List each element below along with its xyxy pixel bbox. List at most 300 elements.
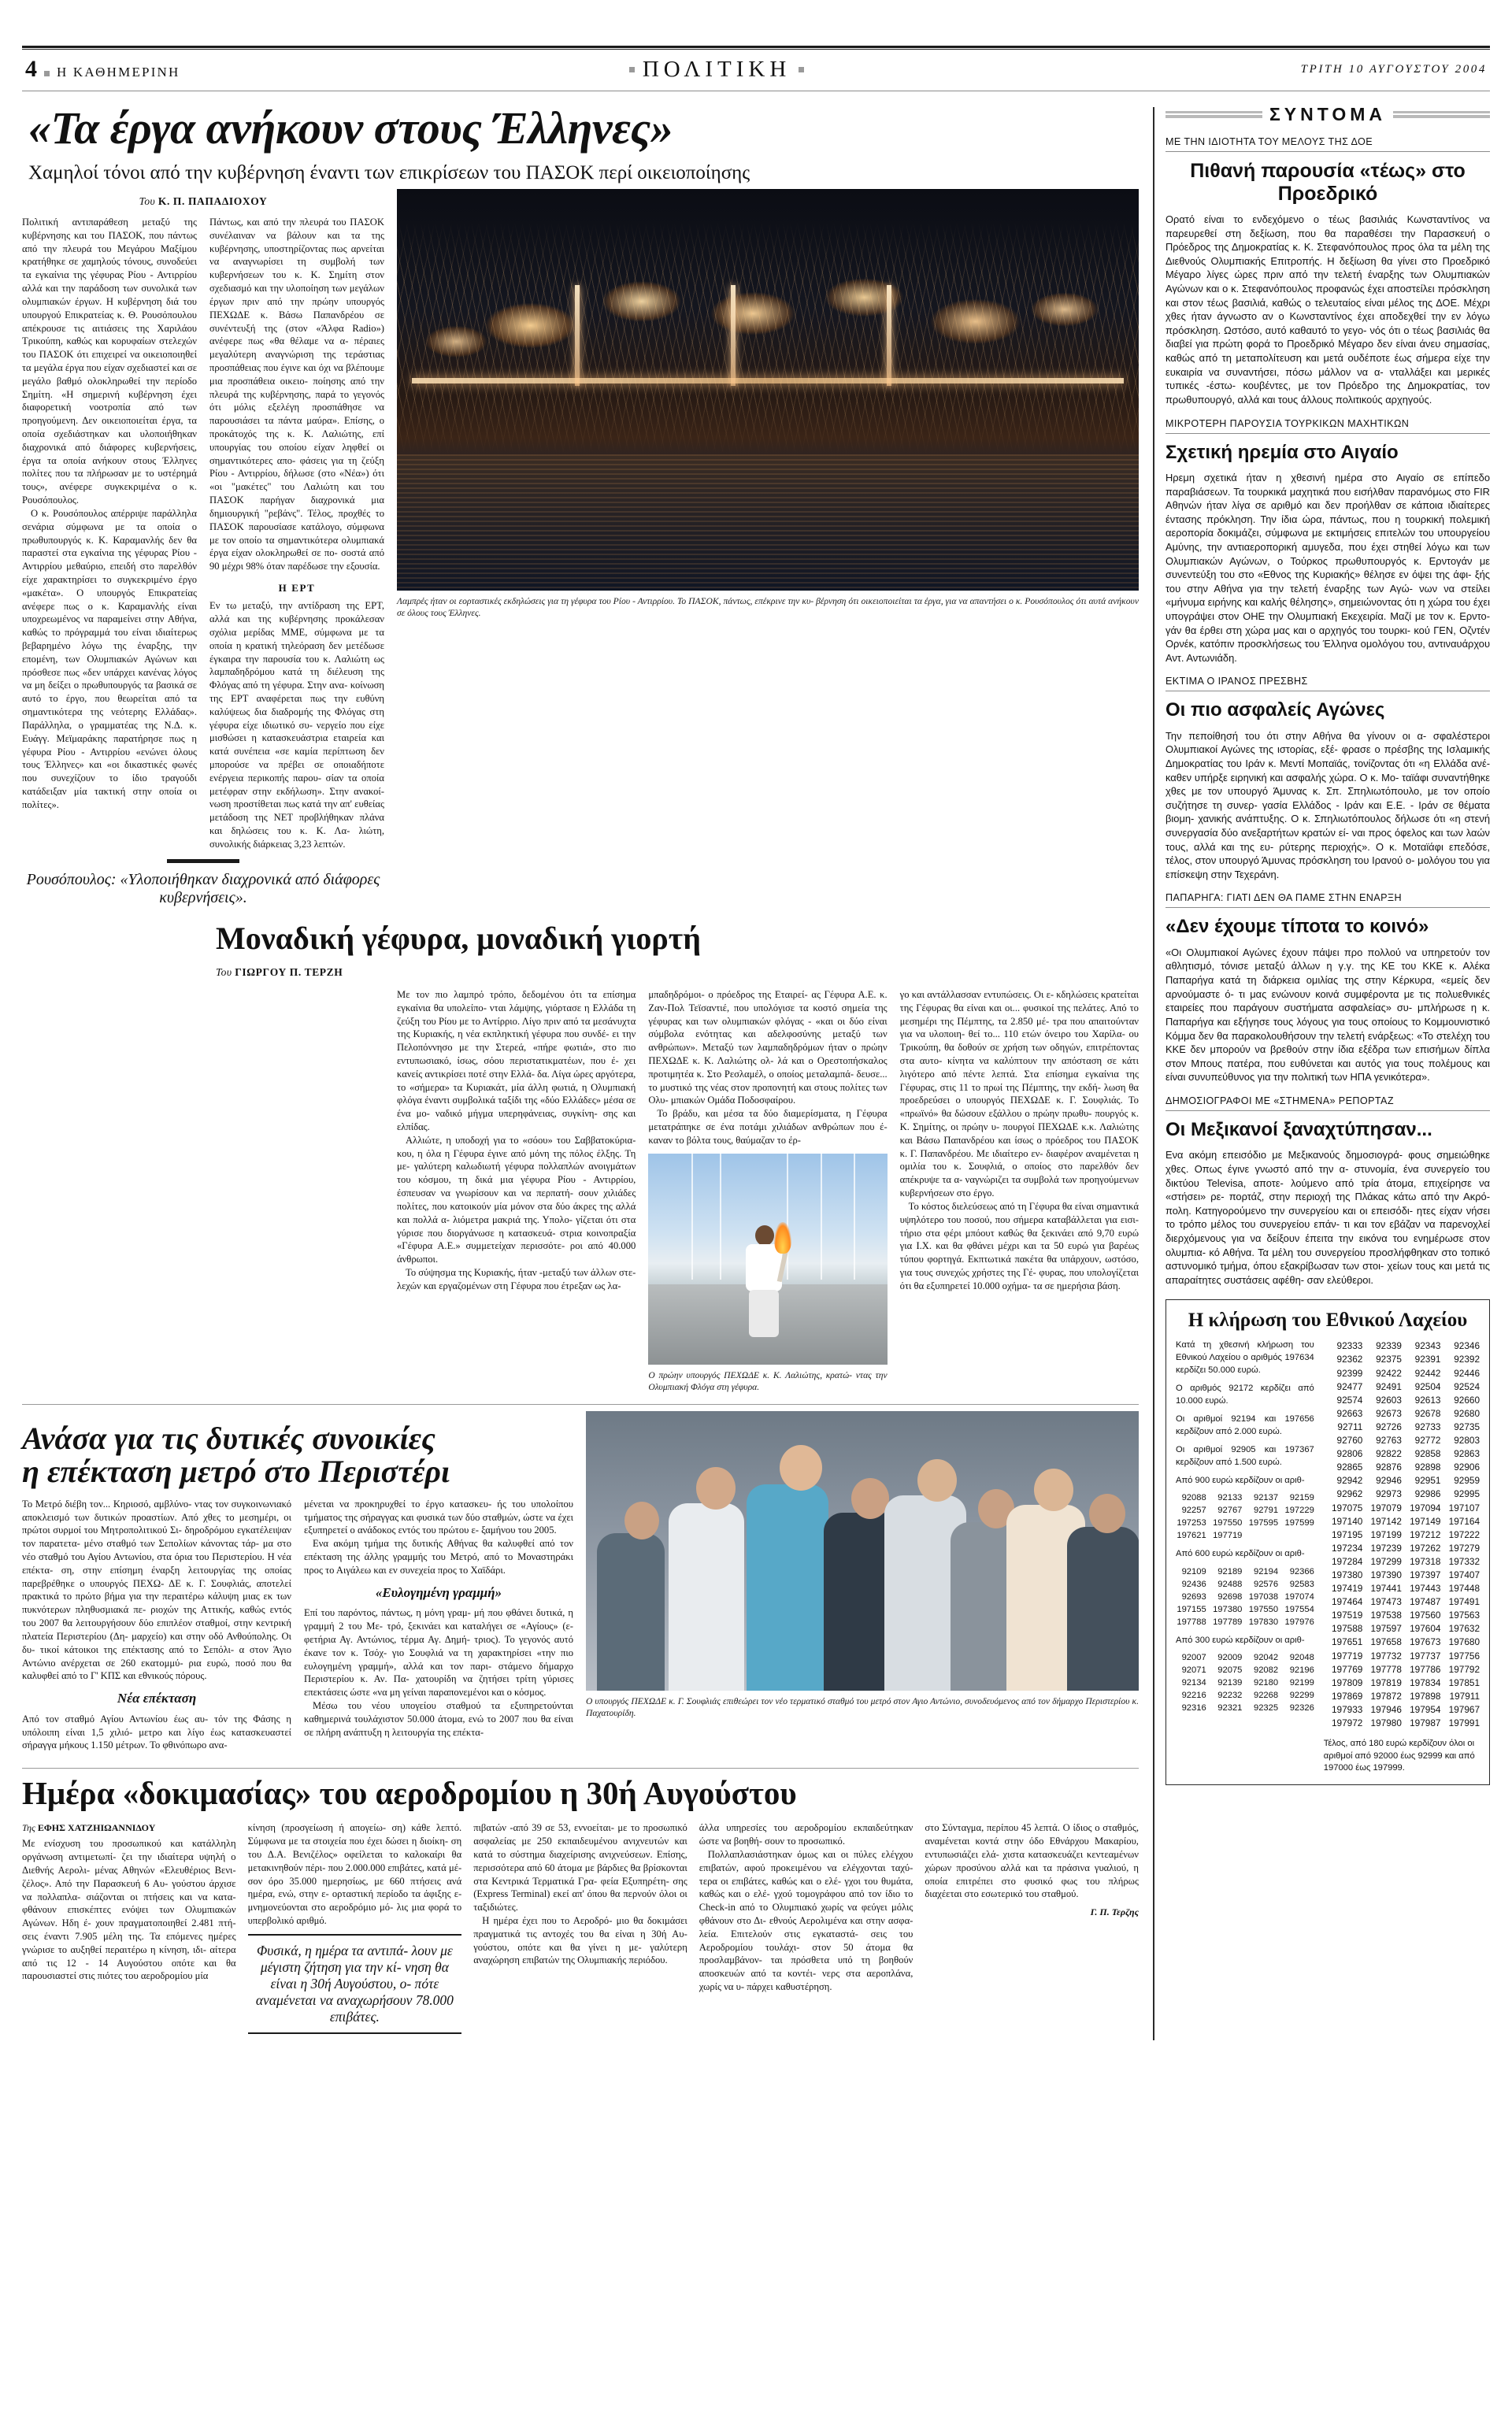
metro-officials-photo (586, 1411, 1139, 1691)
lottery-number: 197599 (1284, 1518, 1314, 1528)
lottery-number: 92299 (1289, 1691, 1314, 1701)
lottery-number: 92491 (1376, 1380, 1402, 1392)
lottery-number: 92726 (1376, 1421, 1402, 1432)
lottery-number: 92942 (1336, 1475, 1363, 1487)
lottery-number: 197560 (1410, 1610, 1441, 1621)
lottery-number: 197380 (1213, 1604, 1243, 1614)
lead-column-2 (209, 216, 384, 851)
airport-paragraph-1: Με ενίσχυση του προσωπικού και κατάλληλη οργάνωση αντιμετωπί- ζει την ιδιαίτερα υψηλή ο Διεθνής Αερολι- μένας Αθηνών «Ελευθέριος Βενι- ζέλος». Από την Παρασκευή 6 Αυ- γούστου άρχισε να πολλαπλα- σιάζονται οι πτήσεις και να κατα- φθάνουν επισκέπτες ενόψει των Ολυμπιακών Αγώνων. Ηδη έ- χουν πραγματοποιηθεί 2.481 πτή- σεις έναντι 7.905 μέλη της. Τα επόμενες ημέρες γνώρισε το αυξηθεί περαιτέρω η κίνηση, ιδι- αίτερα από τις 12 - 14 Αυγούστου οπότε και θα παρουσιαστεί στις πιότες του αεροδρομίου μία (22, 1838, 236, 1982)
lottery-numbers-600 (1176, 1566, 1314, 1629)
lead-paragraph-4: Εν τω μεταξύ, την αντίδραση της ΕΡΤ, αλλά και της κυβέρνησης προκάλεσαν σχόλια μερίδας ΜΜΕ, σύμφωνα με τα οποία η κρατική τηλεόραση δεν μετέδωσε έγκαιρα την παρουσία του κ. Λαλιώτη ως λαμπαδηδρόμου κατά τη διέλευση της Φλόγας από τη γέφυρα. Στην ανα- κοίνωση της ΕΡΤ αναφέρεται πως την ευθύνη καλύψεως δια διαδρομής της Φλόγας στη γέφυρα είχε ιδιωτικό συ- νεργείο που είχε μισθώσει η κατασκευάστρια εταιρεία και κατά συνέπεια «σε καμία περίπτωση δεν μπορούσε να πρέβει σε οποιαδήποτε ενέργεια περικοπής παρου- σίαν τα οποία μετέφραν στην εκδήλωση». Στην ανακοί- νωση προστίθεται πως κατά την απ' ευθείας μετάδοση της ΝΕΤ προβλήθηκαν πλάνα και δηλώσεις του κ. Κ. Λα- λιώτη, συνολικής διάρκειας 3,23 λεπτών. (209, 600, 384, 850)
lottery-number: 197809 (1331, 1676, 1363, 1688)
lottery-number-row (1324, 1380, 1480, 1394)
lottery-number-row (1324, 1447, 1480, 1461)
lottery-prize-line: Οι αριθμοί 92905 και 197367 κερδίζουν από 1.500 ευρώ. (1176, 1444, 1314, 1467)
lottery-number: 197604 (1410, 1623, 1441, 1635)
lottery-number: 197851 (1448, 1676, 1480, 1688)
lottery-prize-line: Οι αριθμοί 92194 και 197656 κερδίζουν από 2.000 ευρώ. (1176, 1413, 1314, 1436)
lottery-number: 197621 (1177, 1531, 1206, 1541)
briefs-rail (1153, 102, 1490, 2040)
lottery-number-row (1324, 1353, 1480, 1366)
lottery-number: 92391 (1414, 1354, 1441, 1365)
lottery-number: 197262 (1410, 1542, 1441, 1554)
airport-column-1 (22, 1821, 236, 2040)
section-title: ΠΟΛΙΤΙΚΗ (642, 56, 791, 82)
lottery-number: 92986 (1414, 1488, 1441, 1500)
lottery-number-row (1324, 1394, 1480, 1407)
airport-paragraph-3: πιβατών -από 39 σε 53, εννοείται- με το προσωπικό ασφαλείας με 250 εκπαιδευμένου ανιχνευτών και κατά το σύστημα διαχείρισης ανιχνεύσεων. Επίσης, περισσότερα από 60 άτομα με βάρδιες θα βρίσκονται στα Κεντρικά Τερματικά Γρα- φεία Εξυπηρέτη- σης (Express Terminal) εκεί απ' όπου θα περνούν όλοι οι ταξιδιώτες. (473, 1822, 687, 1914)
lottery-number-row (1324, 1407, 1480, 1421)
bridge-headline: Μοναδική γέφυρα, μοναδική γιορτή (216, 920, 701, 956)
lottery-number: 92180 (1253, 1678, 1279, 1688)
lottery-number: 197972 (1331, 1717, 1363, 1729)
lottery-number: 197786 (1410, 1663, 1441, 1675)
bridge-byline-name: ΓΙΩΡΓΟΥ Π. ΤΕΡΖΗ (235, 965, 343, 978)
lead-pullquote: Ρουσόπουλος: «Υλοποιήθηκαν διαχρονικά από διάφορες κυβερνήσεις». (26, 870, 380, 907)
lottery-footer-note: Τέλος, από 180 ευρώ κερδίζουν όλοι οι αριθμοί από 92000 έως 92999 και από 197000 έως 197999. (1323, 1739, 1475, 1773)
lottery-number: 92959 (1454, 1475, 1480, 1487)
lottery-number: 92876 (1376, 1462, 1402, 1473)
lottery-number: 197538 (1370, 1610, 1402, 1621)
lottery-number: 92803 (1454, 1435, 1480, 1447)
lottery-prize-line: Ο αριθμός 92172 κερδίζει από 10.000 ευρώ. (1176, 1384, 1314, 1406)
lottery-number: 92196 (1289, 1665, 1314, 1676)
lottery-number: 197390 (1370, 1569, 1402, 1580)
rule-left (1166, 111, 1262, 118)
bridge-byline: Του ΓΙΩΡΓΟΥ Π. ΤΕΡΖΗ (216, 965, 343, 978)
brief-headline: Σχετική ηρεμία στο Αιγαίο (1166, 441, 1399, 463)
lottery-number-grid (1324, 1339, 1480, 1775)
lottery-number: 197397 (1410, 1569, 1441, 1580)
pullquote-rule (167, 859, 239, 863)
brief-item (1166, 136, 1490, 407)
lottery-number: 92326 (1289, 1703, 1314, 1714)
lottery-number: 197869 (1331, 1690, 1363, 1702)
metro-subhead-2: «Ευλογημένη γραμμή» (375, 1584, 502, 1600)
lottery-number: 197253 (1177, 1518, 1206, 1528)
airport-paragraph-2: κίνηση (προσγείωση ή απογείω- ση) κάθε λεπτό. Σύμφωνα με τα στοιχεία που έχει δώσει η διοίκη- ση του Δ.Α. Βενιζέλος» οφείλεται το καλοκαίρι θα μετακινηθούν πέρι- που 2.000.000 επιβάτες, κατά μέ- σον όρο 35.000 ημερησίως, με 660 πτήσεις ανά ημέρα, ενώ, στην ε- ορταστική περίοδο τα άφιξης ε- μνημονεύονται στο αεροδρόμιο μό- λις μια φορά το υπερβολικό αριθμό. (247, 1822, 462, 1927)
lottery-number-row (1324, 1339, 1480, 1353)
lottery-number: 92906 (1454, 1462, 1480, 1473)
lottery-number: 92133 (1217, 1493, 1243, 1503)
lottery-number: 197195 (1331, 1528, 1363, 1540)
lottery-number: 92392 (1454, 1354, 1480, 1365)
brief-kicker: ΠΑΠΑΡΗΓΑ: ΓΙΑΤΙ ΔΕΝ ΘΑ ΠΑΜΕ ΣΤΗΝ ΕΝΑΡΞΗ (1166, 892, 1490, 908)
newspaper-page (0, 46, 1512, 2423)
briefs-section-label: ΣΥΝΤΟΜΑ (1269, 104, 1387, 124)
lottery-number: 197443 (1410, 1583, 1441, 1595)
lottery-number-row (1324, 1542, 1480, 1555)
brief-headline: Οι Μεξικανοί ξαναχτύπησαν... (1166, 1118, 1432, 1140)
lottery-number: 92504 (1414, 1380, 1441, 1392)
lottery-number-row (1324, 1434, 1480, 1447)
bridge-paragraph-6: γο και αντάλλασσαν εντυπώσεις. Οι ε- κδηλώσεις κρατείται της Γέφυρας θα είναι και οι... φυσικοί της πελάτες. Από το μεσημέρι της Πέμπτης, τα 2.850 μέ- τρα που απαιτούνταν για να υλοποιη- θεί το... 110 ετών όνειρο του Χαρίλα- ου Τρικούπη, θα δοθούν σε χρήση των οδηγών, επιτρέποντας στα αυτο- κίνητα να καλύπτουν την απόσταση σε κάτι λιγότερο από πέντε λεπτά. Στα επίσημα εγκαίνια της Γέφυρας, στις 11 το πρωί της Πέμπτης, την εκδή- λωση θα προεδρεύσει ο υπουργός ΠΕΧΩΔΕ κ. Γ. Σουφλιάς. Το «πρωϊνό» θα δώσουν εξάλλου ο πρώην πρωθυ- πουργός κ. Κ. Σημίτης, οι πρώην υ- πουργοί ΠΕΧΩΔΕ κ.κ. Λαλιώτης και Βάσω Παπανδρέου και ίσως ο πρόεδρος του ΠΑΣΟΚ κ. Γ. Παπανδρέου. Με ιδιαίτερο εν- διαφέρον αναμένεται η ομιλία του κ. Σουφλιά, ο οποίος στο παρελθόν δεν απέκρυψε τα α- ναγνώριζει τα συμβολά των προηγούμενων κυβερνήσεων στο έργο. (899, 988, 1139, 1199)
airport-body (22, 1821, 1139, 2040)
lottery-number: 197448 (1448, 1583, 1480, 1595)
metro-paragraph-1: Το Μετρό διέβη τον... Κηριοσό, αμβλύνο- ντας τον συγκοινωνιακό αποκλεισμό των δυτικών προαστίων. Από χθες το μεσημέρι, οι πρώτοι συρμοί του Μητροπολιτικού Σι- δηροδρόμου εγκατέλειψαν τον παρατετα- μένο σταθμό των Σεπολίων κάνοντας τάρ- μα στο νέο σταθμό του Αγίου Αντωνίου, στα όρια του Περιστερίου. Η νέα επέκτα- ση, στην επίσημη έναρξη λειτουργίας της οποίας παρεβρέθηκε ο υπουργός ΠΕΧΩ- ΔΕ κ. Γ. Σουφλιάς, αποτελεί πρακτικά το πρώτο βήμα για την περαιτέρω κάλυψη μιας εκ των πυκνότερων πληθυσμιακά πε- ριοχών της Αττικής, καθώς εντός του 2007 θα λειτουργήσουν δύο επιπλέον σταθμοί, στην κεντρική πλατεία Περιστερίου (Δη- μαρχείο) και στην οδό Ανθούπολης. Οι δυ- τικοί κάτοικοι της επέκτασης από το Σεπόλι- α στον Άγιο Αντώνιο ανέρχεται σε 260 εκατομμύ- ρια ευρώ, ποσό που θα καλυφθεί από το Γ' ΚΠΣ και εθνικούς πόρους. (22, 1498, 291, 1682)
issue-date: ΤΡΙΤΗ 10 ΑΥΓΟΥΣΤΟΥ 2004 (1300, 62, 1487, 76)
brief-item (1166, 892, 1490, 1084)
lottery-number: 197658 (1370, 1636, 1402, 1648)
metro-column-1 (22, 1498, 291, 1753)
metro-paragraph-3: μένεται να προκηρυχθεί το έργο κατασκευ- ής του υπολοίπου τμήματος της σήραγγας και φυσικά των δύο σταθμών, ώστε να έχει εξυπηρετεί ο ανάδοκος εντός του πρώτου ε- ξαμήνου του 2005. (304, 1498, 573, 1536)
lead-byline: Του Κ. Π. ΠΑΠΑΔΙΟΧΟΥ (139, 195, 268, 207)
metro-paragraph-5: Επί του παρόντος, πάντως, η μόνη γραμ- μή που φθάνει δυτικά, η γραμμή 2 του Με- τρό, ξεκινάει και καταλήγει σε «Αγίους» (ε- φετήρια Αγ. Αντώνιος, τέρμα Αγ. Δημή- τριος). Το γεγονός αυτό έκανε τον κ. Τσόχ- γιο Σουφλιά να τη χαρακτηρίσει «την πιο ευλογημένη γραμμή», αλλά και τον παρι- στάμενο δήμαρχο Περιστερίου κ. Αν. Πα- χατουρίδη να ζητήσει τρίτη γύρισες επεκτάσεις ώστε «να μη γείναι παραπονεμένοι και ο κόσμος. (304, 1607, 573, 1699)
lottery-number-row (1324, 1515, 1480, 1528)
lottery-number: 197967 (1448, 1703, 1480, 1715)
lottery-number: 92673 (1376, 1407, 1402, 1419)
lottery-number: 197279 (1448, 1542, 1480, 1554)
bridge-paragraph-5: Το βράδυ, και μέσα τα δύο διαμερίσματα, η Γέφυρα μετατράπηκε σε ένα ποτάμι χιλιάδων ανθρώπων που έ- καναν το βόλτα τους, θαύμαζαν το έρ- (648, 1108, 888, 1146)
lottery-number: 197597 (1370, 1623, 1402, 1635)
lottery-number: 92711 (1337, 1421, 1363, 1432)
lottery-number: 92680 (1454, 1407, 1480, 1419)
brief-body: Ορατό είναι το ενδεχόμενο ο τέως βασιλιάς Κωνσταντίνος να παρευρεθεί στη δεξίωση, που θα παραθέσει την Παρασκευή ο Πρόεδρος της Δημοκρατίας κ. Κ. Στεφανόπουλος προς όλα τα μέλη της Διεθνούς Ολυμπιακής Επιτροπής. Η δεξίωση θα γίνει στο Προεδρικό Μέγαρο λίγες ώρες πριν από την τελετή έναρξης των Ολυμπιακών Αγώνων και ο κ. Στεφανόπουλος προφανώς έχει αποστείλει πρόσκληση και στον τέως βασιλιά, καθώς ο τελευταίος είναι μέλος της ΔΟΕ. Μέχρι χθες ήταν άγνωστο αν ο Κωνσταντίνος έχει αποδεχθεί την εν λόγω πρόσκληση. Ωστόσο, αυτό καθαυτό το γεγο- νός ότι ο τέως βασιλιάς θα διαβεί για πρώτη φορά το Προεδρικό Μέγαρο δεν είναι άνευ σημασίας, καθώς από τη μεταπολίτευση και μετά ουδέποτε έως σήμερα είχε την ευκαιρία να συναντήσει, πόσω μάλλον να α- νταλλάξει και μερικές τυπικές -έστω- κουβέντες, με τον Πρόεδρο της Δημοκρατίας, τον πρωθυπουργό, αλλά και τους άλλους πολιτικούς αρχηγούς. (1166, 213, 1490, 406)
rule-right (1393, 111, 1490, 118)
airport-paragraph-5: άλλα υπηρεσίες του αεροδρομίου εκπαιδεύτηκαν ώστε να βοηθή- σουν το προσωπικό. (699, 1822, 914, 1847)
briefs-section-header (1166, 104, 1490, 125)
lottery-number: 92442 (1414, 1367, 1441, 1379)
lottery-number-row (1324, 1595, 1480, 1609)
lottery-number-row (1324, 1690, 1480, 1703)
torch-photo (648, 1154, 887, 1365)
metro-paragraph-4: Ενα ακόμη τμήμα της δυτικής Αθήνας θα καλυφθεί από τον επέκταση της άλλης γραμμής του Μετρό, από το Μοναστηράκι προς το Αιγάλεω και εν συνεχεία προς το Χαϊδάρι. (304, 1538, 573, 1576)
lottery-number: 92134 (1181, 1678, 1206, 1688)
lottery-number: 92477 (1336, 1380, 1363, 1392)
lottery-number: 197632 (1448, 1623, 1480, 1635)
lottery-number: 197038 (1248, 1591, 1279, 1602)
lottery-number: 197155 (1177, 1604, 1206, 1614)
brief-body: Την πεποίθησή του ότι στην Αθήνα θα γίνουν οι α- σφαλέστεροι Ολυμπιακοί Αγώνες της ιστορίας, εξέ- φρασε ο πρέσβης της Ισλαμικής Δημοκρατίας του Ιράν κ. Μεντί Μοπαϊάς, τονίζοντας ότι «η Ελλάδα ανέ- καθεν υπήρξε ειρηνική και ασφαλής χώρα. Ο κ. Μο- ταϊάφι συναντήθηκε χθες με τον υπουργό Άμυνας κ. Σπ. Σπηλιωτόπουλο, με τον οποίο συζήτησε τη συνερ- γασία Ελλάδος - Ιράν και Ε.Ε. - Ιράν σε θέματα βιομη- χανικής ανάπτυξης. Ο κ. Σπηλιωτόπουλος δήλωσε ότι «η στενή συνεργασία δύο ανεξαρτήτων κρατών εί- ναι προς όφελος και των λαών τους, αλλά και της ευ- ρύτερης περιοχής». Ο κ. Μοταϊάφι επεδόσε, τέλος, στον υπουργό Άμυνας πρόσκληση του Ιρανού ο- μολόγου του για επίσκεψη στην Τεχεράνη. (1166, 729, 1490, 880)
lottery-number: 92733 (1414, 1421, 1441, 1432)
lottery-number: 197737 (1410, 1650, 1441, 1662)
lottery-number: 92257 (1181, 1506, 1206, 1516)
lottery-number: 92375 (1376, 1354, 1402, 1365)
lottery-number: 92075 (1217, 1665, 1243, 1676)
lottery-number: 92343 (1414, 1340, 1441, 1352)
brief-headline: Οι πιο ασφαλείς Αγώνες (1166, 699, 1385, 721)
page-number: 4 (25, 56, 37, 82)
bridge-paragraph-4: μπαδηδρόμοι- ο πρόεδρος της Εταιρεί- ας Γέφυρα Α.Ε. κ. Ζαν-Πολ Τεϊσαντιέ, που υπολόγισε τα κοστό σημεία της γέφυρας και των ολυμπιακών φλόγας - «και οι δύο είναι σύμβολα ενότητας και αδελφοσύνης μεταξύ των ανθρώπων». Μεταξύ των λαμπαδηδρόμων ήταν ο πρώην ΠΕΧΩΔΕ κ. Κ. Λαλιώτης ολ- λά και ο Ορεστοπήσκαλος προτιμητέα κ. Στο Ρεσλαμέλ, ο οποίος μεταλαμπά- δευσε... το μυστικό της νέας στον προπονητή και στους πολίτες των Ολυ- μπιακών Ομάδα Ποδοσφαίρου. (648, 988, 888, 1106)
lottery-number: 197976 (1284, 1617, 1314, 1627)
lottery-number-row (1324, 1555, 1480, 1569)
bridge-column-3 (900, 988, 1139, 1393)
fireworks-photo (397, 189, 1139, 591)
main-content (22, 102, 1139, 2040)
lottery-number: 197491 (1448, 1596, 1480, 1608)
lottery-number: 197819 (1370, 1676, 1402, 1688)
lottery-number: 92009 (1217, 1653, 1243, 1663)
lottery-number: 197229 (1284, 1506, 1314, 1516)
lottery-number: 197911 (1449, 1690, 1480, 1702)
square-bullet-icon (44, 71, 50, 76)
lottery-number: 197299 (1370, 1555, 1402, 1567)
lottery-number-row (1324, 1367, 1480, 1380)
lottery-number: 197094 (1410, 1502, 1441, 1513)
lottery-number: 197332 (1448, 1555, 1480, 1567)
lottery-number: 92763 (1376, 1435, 1402, 1447)
brief-item (1166, 1095, 1490, 1287)
lottery-number: 92325 (1253, 1703, 1279, 1714)
lottery-number: 92346 (1454, 1340, 1480, 1352)
lottery-number: 92082 (1253, 1665, 1279, 1676)
lottery-number: 197199 (1370, 1528, 1402, 1540)
lottery-number: 92362 (1336, 1354, 1363, 1365)
lottery-number: 92488 (1217, 1579, 1243, 1589)
brief-body: «Οι Ολυμπιακοί Αγώνες έχουν πάψει προ πολλού να υπηρετούν τον αθλητισμό, τόνισε μεταξύ άλλων η γ.γ. της ΚΕ του ΚΚΕ κ. Αλέκα Παπαρήγα κατά τη διάρκεια ομιλίας της στην Κέρκυρα, «εμείς δεν αρνούμαστε ό- τι μας ενώνουν κοινά συμφέροντα με τις πολυεθνικές εταιρείες που παράγουν συστήματα ασφαλείας» συ- μπλήρωσε η κ. Παπαρήγα και εξήγησε τους λόγους για τους οποίους το Κομμουνιστικό Κόμμα δεν θα παρακολουθήσουν την τελετή ενάρξεως: «Το στελέχη του ΚΚΕ δεν μπορούν να βρεθούν στην ίδια εξέδρα των επισήμων δίπλα στον Μπους πατέρα, που ευθύνεται και αυτός για τους πολέμους και είναι συνυπεύθυνος για την πολιτική των ΗΠΑ γενικότερα». (1166, 946, 1490, 1084)
lottery-number: 197830 (1248, 1617, 1279, 1627)
lottery-prize-line: Κατά τη χθεσινή κλήρωση του Εθνικού Λαχείου ο αριθμός 197634 κερδίζει 50.000 ευρώ. (1176, 1340, 1314, 1376)
brief-kicker: ΜΙΚΡΟΤΕΡΗ ΠΑΡΟΥΣΙΑ ΤΟΥΡΚΙΚΩΝ ΜΑΧΗΤΙΚΩΝ (1166, 418, 1490, 434)
lottery-number: 197778 (1370, 1663, 1402, 1675)
lottery-number: 197588 (1331, 1623, 1363, 1635)
fireworks-photo-caption: Λαμπρές ήταν οι εορταστικές εκδηλώσεις για τη γέφυρα του Ρίου - Αντιρρίου. Το ΠΑΣΟΚ, πάντως, επέκρινε την κυ- βέρνηση ότι οικειοποιείται τα έργα, για να απαντήσει ο κ. Ρουσόπουλος ότι αυτά ανήκουν σε όλους τους Έλληνες. (397, 596, 1139, 619)
lottery-number: 92007 (1181, 1653, 1206, 1663)
airport-column-5 (925, 1821, 1139, 2040)
lottery-number: 92268 (1253, 1691, 1279, 1701)
ert-subhead: Η ΕΡΤ (278, 581, 316, 594)
airport-byline: Της ΕΦΗΣ ΧΑΤΖΗΙΩΑΝΝΙΔΟΥ (22, 1822, 156, 1834)
brief-kicker: ΔΗΜΟΣΙΟΓΡΑΦΟΙ ΜΕ «ΣΤΗΜΕΝΑ» ΡΕΠΟΡΤΑΖ (1166, 1095, 1490, 1111)
lottery-number: 92806 (1336, 1448, 1363, 1460)
lottery-number-row (1324, 1622, 1480, 1636)
lottery-number: 197149 (1410, 1515, 1441, 1527)
brief-body: Ηρεμη σχετικά ήταν η χθεσινή ημέρα στο Αιγαίο σε επίπεδο παραβιάσεων. Τα τουρκικά μαχητικά που εισήλθαν παρανόμως στο FIR Αθηνών ήταν λίγα σε αριθμό και δεν προήλθαν σε κάποια ιδιαίτερες έντασης πρόκληση. Την ίδια ώρα, πάντως, που η τουρκική πολεμική αεροπορία δοκιμάζει, σύμφωνα με εκτιμήσεις επιτελών του υπουργείου Αμύνης, την αντιαεροπορική αμυγεδα, που έχει στηθεί λόγω και των Ολυμπιακών Αγώνων, ο Τούρκος πρωθυπουργός κ. Ερντογάν με συνεντεύξη του στο «Εθνος της Κυριακής» θέλησε εν όψει της άφι- ξής του στην Αθήνα για την τελετή έναρξης των Αγώ- νων να στείλει «μήνυμα ειρήνης και καλής θέλησης», σημειώνοντας ότι η χώρα του έχει υπογράψει στον ΟΗΕ την Ολυμπιακή Εκεχειρία. Μαζί με τον κ. Ερντο- γάν θα έρθει στη χώρα μας και ο αρχηγός του τουρκι- κού ΓΕΝ, Οζντέν Ορνέκ, κατόπιν προσκλήσεως του Έλληνα ομολόγου του, αντιναυάρχου Αντ. Αντωνιάδη. (1166, 471, 1490, 664)
lottery-number: 92865 (1336, 1462, 1363, 1473)
lottery-number: 92042 (1253, 1653, 1279, 1663)
lottery-number: 92603 (1376, 1394, 1402, 1406)
lottery-number: 92760 (1336, 1435, 1363, 1447)
lottery-number: 92422 (1376, 1367, 1402, 1379)
lottery-number: 92693 (1181, 1591, 1206, 1602)
bridge-column-2 (648, 988, 887, 1393)
lottery-number: 92767 (1217, 1506, 1243, 1516)
lottery-number: 92863 (1454, 1448, 1480, 1460)
lottery-number: 92951 (1414, 1475, 1441, 1487)
lottery-prizes (1176, 1339, 1314, 1775)
lottery-number: 92048 (1289, 1653, 1314, 1663)
lottery-number: 197789 (1213, 1617, 1243, 1627)
lottery-number-row (1324, 1663, 1480, 1676)
lottery-number: 92199 (1289, 1678, 1314, 1688)
lottery-number: 197680 (1448, 1636, 1480, 1648)
lottery-label-600: Από 600 ευρώ κερδίζουν οι αριθ- (1176, 1549, 1305, 1559)
lottery-number: 197769 (1331, 1663, 1363, 1675)
lottery-number: 92088 (1181, 1493, 1206, 1503)
lottery-number: 92159 (1289, 1493, 1314, 1503)
lottery-number: 197239 (1370, 1542, 1402, 1554)
metro-subhead-1: Νέα επέκταση (117, 1691, 197, 1706)
lottery-number-row (1324, 1474, 1480, 1488)
lottery-box (1166, 1299, 1490, 1785)
lottery-number: 197222 (1448, 1528, 1480, 1540)
lottery-number: 92524 (1454, 1380, 1480, 1392)
lottery-number: 92973 (1376, 1488, 1402, 1500)
lottery-number-row (1324, 1421, 1480, 1434)
metro-section-rule (22, 1404, 1139, 1405)
lottery-number: 197079 (1370, 1502, 1402, 1513)
lottery-number: 92189 (1217, 1566, 1243, 1576)
lottery-number: 197719 (1213, 1531, 1243, 1541)
lottery-number: 197651 (1331, 1636, 1363, 1648)
brief-body: Ενα ακόμη επεισόδιο με Μεξικανούς δημοσιογρά- φους σημειώθηκε χθες. Οπως έγινε γνωστό από την α- στυνομία, ένα συνεργείο του δικτύου Televisa, αποτε- λούμενο από τρία άτομα, επιχείρησε να «στήσει» ρε- πορτάζ, στην περιοχή της Πλάκας κάτω από την Ακρό- πολη. Κατηγορούμενο την συνεργείου και οι επεισόδι- ητες είχαν νήσει το τρόπο μέλος του συνεργείου επάν- τι και τον εβάζαν να παρενοχλεί διερχόμενους για να δείξουν έπειτα την εικόνα του ενημέρωσε στον ολυμπια- κό Αθήνα. Τα μέλη του συνεργείου προσλήφθηκαν στο τοπικό αστυνομικό τμήμα, όπου εξακρίβωσαν των στοι- χείων τους και μετά τις απαραίτητες συστάσεις αφέθη- σαν ελεύθεροι. (1166, 1149, 1490, 1286)
lottery-number: 197788 (1177, 1617, 1206, 1627)
bridge-paragraph-7: Το κόστος διελεύσεως από τη Γέφυρα θα είναι σημαντικά υψηλότερο του ποσού, που σήμερα καταβάλλεται για εισι- τήριο στα φέρι μπόουτ καθώς θα ξεκινάει από 9,70 ευρώ για Ι.Χ. και θα φθάνει μέχρι και τα 50 ευρώ για βαρέως τύπου φορτηγά. Εκπτωτικά πακέτα θα υπάρχουν, ωστόσο, για τους συνεχώς χρήστες της Γέ- φυρας, που υπολογίζεται ότι θα εξυπηρετεί 10.000 οχήμα- τα σε ημερήσια βάση. (899, 1200, 1139, 1291)
lottery-number-row (1324, 1488, 1480, 1501)
lottery-number-row (1324, 1650, 1480, 1663)
lottery-number: 92333 (1336, 1340, 1363, 1352)
airport-column-3 (473, 1821, 687, 2040)
lottery-number: 197284 (1331, 1555, 1363, 1567)
lottery-prize-line: Από 900 ευρώ κερδίζουν οι αριθ- (1176, 1475, 1305, 1485)
lottery-number-row (1324, 1528, 1480, 1542)
lottery-number: 92858 (1414, 1448, 1441, 1460)
lottery-number: 92216 (1181, 1691, 1206, 1701)
lottery-number: 197946 (1370, 1703, 1402, 1715)
lottery-number: 197419 (1331, 1583, 1363, 1595)
lottery-number: 197898 (1410, 1690, 1441, 1702)
lead-byline-name: Κ. Π. ΠΑΠΑΔΙΟΧΟΥ (158, 195, 268, 207)
lottery-number-row (1324, 1717, 1480, 1730)
lottery-number: 197318 (1410, 1555, 1441, 1567)
brief-item (1166, 418, 1490, 665)
torch-photo-caption: Ο πρώην υπουργός ΠΕΧΩΔΕ κ. Κ. Λαλιώτης, κρατώ- ντας την Ολυμπιακή Φλόγα στη γέφυρα. (648, 1369, 888, 1392)
lottery-number: 197872 (1370, 1690, 1402, 1702)
lottery-number: 92574 (1336, 1394, 1363, 1406)
lottery-numbers-300 (1176, 1652, 1314, 1715)
lead-headline: «Τα έργα ανήκουν στους Έλληνες» (28, 102, 673, 154)
lottery-number: 92898 (1414, 1462, 1441, 1473)
airport-signature: Γ. Π. Τερζης (1090, 1906, 1139, 1918)
lottery-number: 197142 (1370, 1515, 1402, 1527)
brief-kicker: ΕΚΤΙΜΑ Ο ΙΡΑΝΟΣ ΠΡΕΣΒΗΣ (1166, 676, 1490, 691)
lead-deck: Χαμηλοί τόνοι από την κυβέρνηση έναντι των επικρίσεων του ΠΑΣΟΚ περί οικειοποίησης (28, 162, 750, 183)
lottery-number: 92822 (1376, 1448, 1402, 1460)
paper-name: Η ΚΑΘΗΜΕΡΙΝΗ (57, 65, 180, 80)
lottery-title: Η κλήρωση του Εθνικού Λαχείου (1188, 1310, 1468, 1332)
lottery-number: 92576 (1253, 1579, 1279, 1589)
square-bullet-icon (799, 67, 804, 72)
bridge-paragraph-2: Αλλιώτε, η υποδοχή για το «σόου» του Σαββατοκύρια- κου, η όλα η Γέφυρα έγινε από μόνη της πόλος έλξης. Τη με- γαλύτερη καλωδιωτή γέφυρα πολλαπλών ανοιγμάτων του κόσμου, τη δικά μια γέφυρα Ρίου - Αντιρρίου, έσπευσαν να γνωρίσουν και να περπατή- σουν χιλιάδες πολίτες, που κατοικούν μία μόνον στα δύο άκρες της αλλά και πολλά α- λιόμετρα μακριά της. Υπολο- γίζεται ότι στα γύρισε που διοργάνωσε η κατασκευά- στρια κοινοπραξία «Γέφυρα Α.Ε.» συμμετείχαν περισσότε- ροι από 40.000 άνθρωποι. (397, 1134, 636, 1265)
lottery-number: 92583 (1289, 1579, 1314, 1589)
lottery-number: 197075 (1331, 1502, 1363, 1513)
lottery-label-300: Από 300 ευρώ κερδίζουν οι αριθ- (1176, 1635, 1305, 1645)
lottery-number: 92791 (1253, 1506, 1279, 1516)
lottery-number: 92109 (1181, 1566, 1206, 1576)
airport-column-2 (248, 1821, 462, 2040)
masthead (22, 46, 1490, 91)
lottery-number-row (1324, 1502, 1480, 1515)
lead-column-1 (22, 216, 197, 851)
lottery-number: 92735 (1454, 1421, 1480, 1432)
lottery-number: 197550 (1248, 1604, 1279, 1614)
lottery-number: 197732 (1370, 1650, 1402, 1662)
lottery-number: 197792 (1448, 1663, 1480, 1675)
metro-paragraph-6: Μέσω του νέου υπογείου σταθμού τα εξυπηρετούνται καθημερινά τουλάχιστον 50.000 άτομα, ενώ το 2007 που θα είναι σε πλήρη ανάπτυξη η λειτουργία της επέκτα- (304, 1700, 573, 1738)
brief-headline: Πιθανή παρουσία «τέως» στο Προεδρικό (1190, 160, 1466, 205)
brief-headline: «Δεν έχουμε τίποτα το κοινό» (1166, 916, 1429, 938)
airport-paragraph-4: Η ημέρα έχει που το Αεροδρό- μιο θα δοκιμάσει πραγματικά τις αντοχές του θα είναι η 30ή Αυ- γούστου, οπότε και θα γίνει η με- γαλύτερη αναχώρηση επιβατών της Ολυμπιακής περιόδου. (473, 1915, 687, 1966)
lottery-number-row (1324, 1582, 1480, 1595)
metro-headline: Ανάσα για τις δυτικές συνοικίες η επέκταση μετρό στο Περιστέρι (22, 1420, 450, 1489)
lottery-number: 197074 (1284, 1591, 1314, 1602)
metro-column-2 (304, 1498, 573, 1753)
airport-paragraph-7: στο Σύνταγμα, περίπου 45 λεπτά. Ο ίδιος ο σταθμός, αναμένεται κοντά στην όδο Εθνάρχου Μακαρίου, εντυπωσιάζει ελά- χιστα κατασκευάζει κεντεαμένων χώρων προσύνου αλλά και τα πράσινα γυαλιού, η οποία επιτρέπει στο φυσικό φως του πλήρως διαχέεται στο εσωτερικό του σταθμού. (925, 1822, 1139, 1900)
airport-pullquote: Φυσικά, η ημέρα τα αντιπά- λουν με μέγιστη ζήτηση για την κί- νηση θα είναι η 30ή Αυγούστου, ο- πότε αναμένεται να αναχωρήσουν 78.000 επιβάτες. (248, 1934, 462, 2034)
lead-paragraph-1: Πολιτική αντιπαράθεση μεταξύ της κυβέρνησης και του ΠΑΣΟΚ, που πάντως από την πλευρά του Μεγάρου Μαξίμου κρατήθηκε σε χαμηλούς τόνους, συνοδεύει τα εγκαίνια της γέφυρας Ρίου - Αντιρρίου αλλά και την παράδοση των συνολικά των ολυμπιακών έργων. Η κυβέρνηση διά του υπουργού Επικρατείας κ. Θ. Ρουσόπουλου απέκρουσε τις αιτιάσεις της Χαριλάου Τρικούπη, καθώς και κορυφαίων στελεχών του ΠΑΣΟΚ ότι επιχειρεί να οικειοποιηθεί τα μεγάλα έργα που είχαν σχεδιαστεί και σε μεγάλο βαθμό ολοκληρωθεί την περίοδο Σημίτη. «Η σημερινή κυβέρνηση έχει διαφορετική νοοτροπία από των προηγούμενη. Δεν οικειοποιείται έργα, τα οποία σχεδιάστηκαν και υλοποιήθηκαν διαχρονικά από διάφορες κυβερνήσεις, έργα τα οποία ανήκουν στους Έλληνες πολίτες που τα πλήρωσαν με το υστέρημά τους», ανέφερε συγκεκριμένα ο κ. Ρουσόπουλος. (22, 217, 197, 506)
lottery-number: 92316 (1181, 1703, 1206, 1714)
lottery-number: 197595 (1248, 1518, 1279, 1528)
lottery-number: 92772 (1414, 1435, 1441, 1447)
square-bullet-icon (629, 67, 635, 72)
lottery-number: 197550 (1213, 1518, 1243, 1528)
lottery-number: 197991 (1448, 1717, 1480, 1729)
lottery-number-row (1324, 1609, 1480, 1622)
brief-item (1166, 676, 1490, 881)
airport-column-4 (699, 1821, 914, 2040)
lottery-number: 197140 (1331, 1515, 1363, 1527)
brief-kicker: ΜΕ ΤΗΝ ΙΔΙΟΤΗΤΑ ΤΟΥ ΜΕΛΟΥΣ ΤΗΣ ΔΟΕ (1166, 136, 1490, 152)
metro-photo-caption: Ο υπουργός ΠΕΧΩΔΕ κ. Γ. Σουφλιάς επιθεώρει τον νέο τερματικό σταθμό του μετρό στον Αγιο Αντώνιο, συνοδευόμενος από τον δήμαρχο Περιστερίου κ. Παχατουρίδη. (586, 1695, 1139, 1718)
lottery-number: 92194 (1253, 1566, 1279, 1576)
lead-paragraph-3: Πάντως, και από την πλευρά του ΠΑΣΟΚ συνέλαιναν να βάλουν και τα της κυβέρνησης, υποστηρίζοντας πως αρνείται να αναγνωρίσει τη συμβολή των κυβερνήσεων του κ. Κ. Σημίτη στον σχεδιασμό και την υλοποίηση των μεγάλων έργων πριν από την πρώην υπουργός ΠΕΧΩΔΕ κ. Βάσω Παπανδρέου σε συνέντευξή της (στον «Άλφα Radio») ανέφερε πως «θα θέλαμε να α- πέραιες μεγαλύτερη αναγνώριση της τεράστιας προσπάθειας που έγινε και όχι να βλέπουμε μια προσπάθεια οικειο- ποίησης από την πλευρά της κυβέρνησης, παρά το γεγονός ότι μόλις εξελέγη προσπάθησε να παρουσιάσει τα πάντα μαύρα». Επίσης, ο προκάτοχός της κ. Κ. Λαλιώτης, επί υπουργίας του οποίου είχαν ληφθεί οι σημαντικότερες απο- φάσεις για τη ζεύξη Ρίου - Αντιρρίου, δήλωσε (στο «Νέα») ότι «οι "μακέτες" του Λαλιώτη και του ΠΑΣΟΚ παρήγαν διαχρονικά μια δημιουργική "ρεβάνς". Τέλος, προχθές το ΠΑΣΟΚ παρουσίασε κατάλογο, σύμφωνα με τον οποίο τα σημαντικότερα ολυμπιακά έργα είχαν ολοκληρωθεί σε πο- σοστά από 90 μέχρι 98% όταν παρέδωσε την εξουσία. (209, 217, 384, 572)
lottery-number: 197380 (1331, 1569, 1363, 1580)
lottery-number: 197756 (1448, 1650, 1480, 1662)
masthead-left (25, 56, 180, 83)
lottery-number-row (1324, 1703, 1480, 1717)
lottery-number: 197954 (1410, 1703, 1441, 1715)
lottery-number: 197519 (1331, 1610, 1363, 1621)
lottery-number: 197234 (1331, 1542, 1363, 1554)
lottery-number: 92137 (1253, 1493, 1279, 1503)
lottery-number: 92660 (1454, 1394, 1480, 1406)
lottery-number: 92678 (1414, 1407, 1441, 1419)
masthead-section (629, 57, 804, 83)
lottery-number-row (1324, 1569, 1480, 1582)
lead-continuation (22, 988, 384, 1393)
lottery-number: 197673 (1410, 1636, 1441, 1648)
lottery-number: 92321 (1217, 1703, 1243, 1714)
lottery-number: 92232 (1217, 1691, 1243, 1701)
lottery-number: 92995 (1454, 1488, 1480, 1500)
lottery-number: 197933 (1331, 1703, 1363, 1715)
lottery-number-row (1324, 1636, 1480, 1649)
lottery-number: 197834 (1410, 1676, 1441, 1688)
metro-paragraph-2: Από τον σταθμό Αγίου Αντωνίου έως αυ- τόν της Φάσης η υπόλοιπη είναι 1,5 χιλιό- μετρο και λίγο έως κατασκευαστεί σήραγγα μήκους 1.150 μέτρων. Το φθινόπωρο ανα- (22, 1713, 291, 1751)
lottery-number: 197719 (1331, 1650, 1363, 1662)
lottery-number: 92962 (1336, 1488, 1363, 1500)
lottery-number: 197473 (1370, 1596, 1402, 1608)
lottery-number: 92613 (1414, 1394, 1441, 1406)
airport-section-rule (22, 1768, 1139, 1769)
lottery-number-row (1324, 1461, 1480, 1474)
lottery-number: 92366 (1289, 1566, 1314, 1576)
lottery-number: 197407 (1448, 1569, 1480, 1580)
lottery-number: 197164 (1448, 1515, 1480, 1527)
lottery-number: 197563 (1448, 1610, 1480, 1621)
lottery-number: 92436 (1181, 1579, 1206, 1589)
lottery-number: 92071 (1181, 1665, 1206, 1676)
lottery-number: 197107 (1448, 1502, 1480, 1513)
lottery-number: 197987 (1410, 1717, 1441, 1729)
bridge-paragraph-1: Με τον πιο λαμπρό τρόπο, δεδομένου ότι τα επίσημα εγκαίνια θα υπολείπο- νται λάμψης, γιόρτασε η Ελλάδα τη ζεύξη του Ρίου με το Αντίρριο. Λίγο πριν από τα μεσάνυχτα της Κυριακής, η νέα εκπληκτική γέφυρα που συνδέ- ει την Πελοπόννησο με την Στερεά, «πήρε φωτιά», στο πιο εντυπωσιακό, ίσως, σόου περιστατικματέων, που έ- χει κανείς αντικρίσει ποτέ στην Ελλά- δα. Λίγα ώρες αργότερα, το «σήμερα» τα Κυριακάτ, μία άλλη φωτιά, η Ολυμπιακή φλόγα έναντι συμβολικά ταξίδι της «δύο Ελλάδες» μέσα σε ένα μο- ναδικό μήγμα υπερηφάνειας, συγκίνη- σης και ελπίδας. (397, 988, 636, 1133)
lottery-number: 197212 (1410, 1528, 1441, 1540)
lottery-number: 92946 (1376, 1475, 1402, 1487)
lottery-number: 92698 (1217, 1591, 1243, 1602)
airport-paragraph-6: Πολλαπλασιάστηκαν όμως και οι πύλες ελέγχου επιβατών, αφού προκειμένου να ελέγχονται ταχύ- τερα οι επιβάτες, καθώς και ο ελέ- γχοι του θυμάτα, καθώς και ο ελέ- γχού τομογράφου από τον ίδιο το Check-in από το Ολυμπιακό χωρίς να φεύγει μόλις φθάνουν στο Δι- εθνούς Αερολιμένα και στην ασφα- λεία. Επιτελούν στις εγκαταστά- σεις του Αεροδρομίου τουλάχι- στον 50 άτομα θα προσλαμβάνον- ται πρόσθετα υπό τη βοηθούν αποσκευών από τα κοντέι- νερς στα αεροπλάνα, χωρίς να υ- πάρχει καθυστέρηση. (699, 1848, 914, 1993)
bridge-column-1 (397, 988, 636, 1393)
lottery-number: 197554 (1284, 1604, 1314, 1614)
